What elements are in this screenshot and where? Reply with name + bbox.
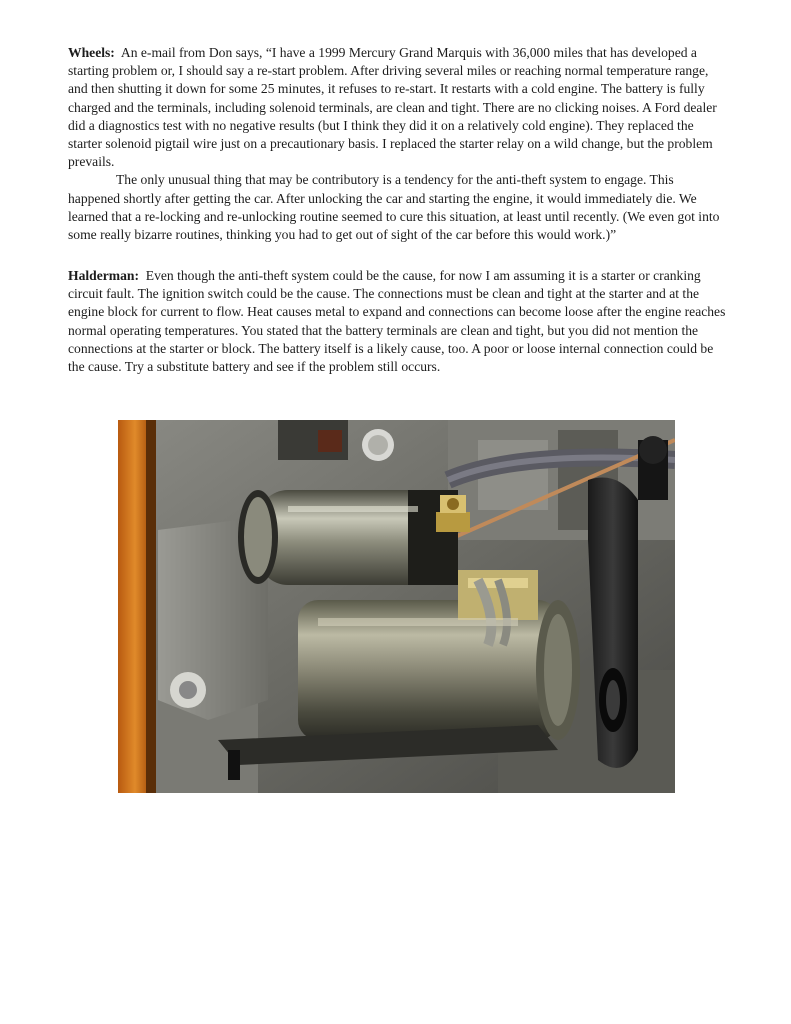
starter-motor-illustration [118, 420, 675, 793]
letter-section [68, 44, 728, 244]
starter-motor-photo [118, 420, 675, 793]
answer-paragraph-text: Even though the anti-theft system could be the cause, for now I am assuming it is a starter or cranking circuit fault. The ignition switch could be the cause. The connections must be clean and tight at the starter and at the engine block for current to flow. Heat causes metal to expand and connections can become loose after the engine reaches normal operating temperatures. You stated that the battery terminals are clean and tight, but you did not mention the connections at the starter or block. The battery itself is a likely cause, too. A poor or loose internal connection could be the cause. Try a substitute battery and see if the problem still occurs. [68, 268, 726, 375]
letter-paragraph-1-text: An e-mail from Don says, “I have a 1999 Mercury Grand Marquis with 36,000 miles that has developed a starting problem or, I should say a re-start problem. After driving several miles or reaching normal temperature range, and then shutting it down for some 25 minutes, it refuses to re-start. It restarts with a cold engine. The battery is fully charged and the terminals, including solenoid terminals, are clean and tight. There are no clicking noises. A Ford dealer did a diagnostics test with no negative results (but I think they did it on a relatively cold engine). They replaced the starter solenoid pigtail wire just on a precautionary basis. I replaced the starter relay on a wild change, but the problem prevails. [68, 45, 717, 170]
answer-speaker-label: Halderman: [68, 268, 139, 283]
letter-speaker-label: Wheels: [68, 45, 115, 60]
letter-paragraph-2: The only unusual thing that may be contributory is a tendency for the anti-theft system to engage. This happened shortly after getting the car. After unlocking the car and starting the engine, it would immediately die. We learned that a re-locking and re-unlocking routine seemed to cure this situation, at least until recently. (We even got into some really bizarre routines, thinking you had to get out of sight of the car before this would work.)” [68, 172, 720, 243]
answer-paragraph [68, 267, 728, 376]
letter-paragraph-1 [68, 44, 728, 171]
answer-section [68, 267, 728, 376]
